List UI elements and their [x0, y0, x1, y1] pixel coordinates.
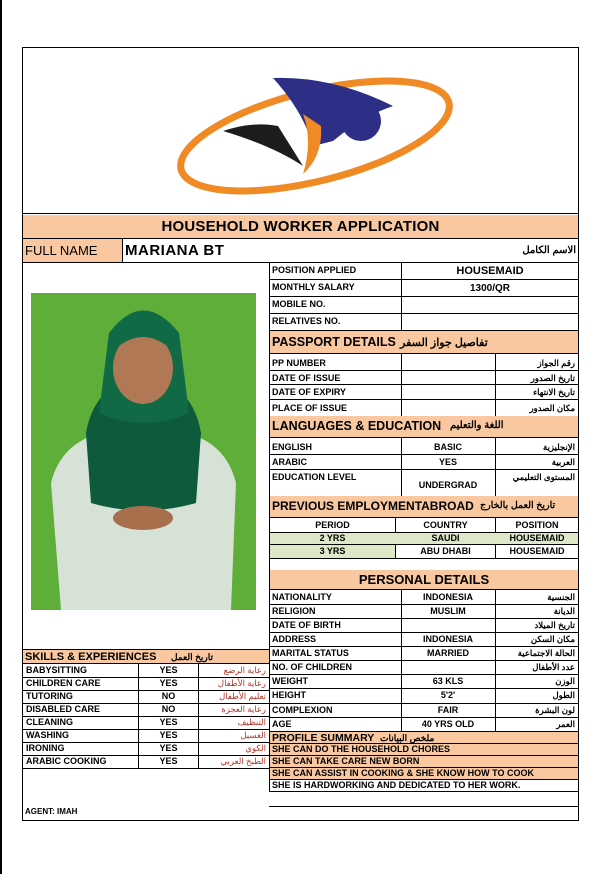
personal-value: MUSLIM: [430, 606, 466, 616]
personal-value: FAIR: [437, 705, 459, 715]
employment-col-country: COUNTRY: [423, 520, 468, 530]
skill-arabic: تعليم الأطفال: [219, 691, 266, 701]
skill-arabic: رعاية الأطفال: [217, 678, 266, 688]
skill-label: DISABLED CARE: [26, 704, 101, 714]
employment-row-2-period: 3 YRS: [319, 546, 346, 556]
skill-value: YES: [159, 717, 178, 727]
personal-label: DATE OF BIRTH: [272, 620, 341, 630]
skill-arabic: التنظيف: [237, 717, 266, 727]
personal-label: WEIGHT: [272, 676, 308, 686]
personal-arabic: الحالة الاجتماعية: [517, 648, 575, 658]
personal-arabic: عدد الأطفال: [532, 662, 575, 672]
personal-label: AGE: [272, 719, 292, 729]
education-level-arabic: المستوى التعليمي: [512, 472, 575, 482]
skills-grid: [23, 768, 269, 769]
languages-header: [269, 416, 578, 438]
employment-header-text: PREVIOUS EMPLOYMENTABROAD: [272, 499, 474, 513]
passport-header-text: PASSPORT DETAILS: [272, 335, 396, 349]
skill-value: YES: [159, 678, 178, 688]
education-level-value: UNDERGRAD: [418, 480, 478, 490]
employment-row-1-position: HOUSEMAID: [509, 533, 565, 543]
skill-label: WASHING: [26, 730, 70, 740]
full-name-row: [23, 239, 578, 263]
english-arabic: الإنجليزية: [542, 442, 575, 452]
english-value: BASIC: [433, 442, 462, 452]
applicant-photo: [31, 293, 256, 610]
profile-line-3: SHE CAN ASSIST IN COOKING & SHE KNOW HOW TO COOK: [269, 768, 578, 780]
skill-value: NO: [161, 691, 176, 701]
skill-value: YES: [159, 756, 178, 766]
employment-row-2-position: HOUSEMAID: [509, 546, 565, 556]
skill-arabic: الكوي: [245, 743, 266, 753]
skill-arabic: الطبخ العربي: [220, 756, 266, 766]
personal-label: COMPLEXION: [272, 705, 333, 715]
skill-arabic: الغسيل: [240, 730, 266, 740]
skill-label: IRONING: [26, 743, 65, 753]
agency-logo-icon: [163, 66, 463, 206]
passport-header-arabic: تفاصيل جواز السفر: [400, 337, 488, 349]
pp-number-arabic: رقم الجواز: [537, 358, 575, 368]
skill-value: NO: [161, 704, 176, 714]
english-label: ENGLISH: [272, 442, 313, 452]
personal-label: ADDRESS: [272, 634, 317, 644]
skill-label: CHILDREN CARE: [26, 678, 101, 688]
skill-label: CLEANING: [26, 717, 73, 727]
employment-row-2-country: ABU DHABI: [420, 546, 471, 556]
relatives-no-label: RELATIVES NO.: [272, 316, 341, 326]
skill-arabic: رعاية العجزة: [221, 704, 266, 714]
full-name-label: FULL NAME: [23, 239, 123, 262]
skill-label: BABYSITTING: [26, 665, 88, 675]
personal-label: NO. OF CHILDREN: [272, 662, 352, 672]
arabic-arabic: العربية: [551, 457, 575, 467]
personal-arabic: مكان السكن: [530, 634, 575, 644]
date-of-issue-arabic: تاريخ الصدور: [530, 373, 575, 383]
personal-value: 63 KLS: [432, 676, 464, 686]
skills-header-arabic: تاريخ العمل: [171, 652, 214, 662]
monthly-salary-label: MONTHLY SALARY: [272, 282, 355, 292]
monthly-salary-value: 1300/QR: [469, 283, 511, 294]
place-of-issue-label: PLACE OF ISSUE: [272, 403, 348, 413]
personal-label: HEIGHT: [272, 690, 307, 700]
languages-header-arabic: اللغة والتعليم: [450, 420, 504, 431]
position-applied-value: HOUSEMAID: [456, 265, 524, 277]
date-of-expiry-arabic: تاريخ الانتهاء: [533, 387, 575, 397]
date-of-issue-label: DATE OF ISSUE: [272, 373, 341, 383]
employment-col-period: PERIOD: [315, 520, 350, 530]
page-edge: [0, 0, 2, 874]
skills-header: [23, 649, 269, 664]
agent-label: AGENT: IMAH: [25, 807, 78, 816]
full-name-arabic: الاسم الكامل: [522, 245, 576, 256]
skills-header-text: SKILLS & EXPERIENCES: [25, 651, 157, 663]
personal-value: INDONESIA: [422, 592, 473, 602]
personal-arabic: الديانة: [553, 606, 575, 616]
form-title: HOUSEHOLD WORKER APPLICATION: [23, 215, 578, 239]
profile-line-4: SHE IS HARDWORKING AND DEDICATED TO HER WORK.: [269, 780, 578, 792]
employment-header-arabic: تاريخ العمل بالخارج: [480, 500, 556, 511]
skill-label: ARABIC COOKING: [26, 756, 107, 766]
position-applied-label: POSITION APPLIED: [272, 265, 357, 275]
personal-value: 40 YRS OLD: [421, 719, 475, 729]
skill-value: YES: [159, 743, 178, 753]
applicant-portrait-icon: [31, 293, 256, 610]
languages-header-text: LANGUAGES & EDUCATION: [272, 419, 442, 433]
personal-arabic: لون البشرة: [535, 705, 575, 715]
profile-header: [269, 731, 578, 744]
personal-value: MARRIED: [427, 648, 469, 658]
employment-header: [269, 496, 578, 518]
mobile-no-label: MOBILE NO.: [272, 299, 326, 309]
profile-header-arabic: ملخص البيانات: [380, 733, 435, 743]
full-name-value: MARIANA BT: [125, 242, 225, 259]
arabic-value: YES: [438, 457, 457, 467]
skill-arabic: رعاية الرضع: [223, 665, 266, 675]
profile-header-text: PROFILE SUMMARY: [272, 732, 375, 744]
place-of-issue-arabic: مكان الصدور: [529, 403, 575, 413]
education-level-label: EDUCATION LEVEL: [272, 472, 357, 482]
personal-arabic: الجنسية: [547, 592, 575, 602]
personal-header: PERSONAL DETAILS: [269, 570, 578, 590]
skill-value: YES: [159, 665, 178, 675]
skill-label: TUTORING: [26, 691, 73, 701]
profile-line-2: SHE CAN TAKE CARE NEW BORN: [269, 756, 578, 768]
profile-line-1: SHE CAN DO THE HOUSEHOLD CHORES: [269, 744, 578, 756]
personal-arabic: العمر: [556, 719, 575, 729]
personal-label: NATIONALITY: [272, 592, 332, 602]
employment-col-position: POSITION: [515, 520, 559, 530]
personal-value: INDONESIA: [422, 634, 473, 644]
personal-value: 5'2': [440, 690, 456, 700]
employment-row-1-country: SAUDI: [431, 533, 460, 543]
personal-arabic: الطول: [552, 690, 575, 700]
application-sheet: [22, 47, 579, 821]
personal-arabic: الوزن: [555, 676, 575, 686]
logo-area: [23, 48, 578, 214]
personal-label: RELIGION: [272, 606, 316, 616]
date-of-expiry-label: DATE OF EXPIRY: [272, 387, 347, 397]
employment-row-1-period: 2 YRS: [319, 533, 346, 543]
skill-value: YES: [159, 730, 178, 740]
personal-arabic: تاريخ الميلاد: [534, 620, 575, 630]
passport-header: [269, 330, 578, 354]
arabic-label: ARABIC: [272, 457, 307, 467]
pp-number-label: PP NUMBER: [272, 358, 326, 368]
personal-label: MARITAL STATUS: [272, 648, 349, 658]
